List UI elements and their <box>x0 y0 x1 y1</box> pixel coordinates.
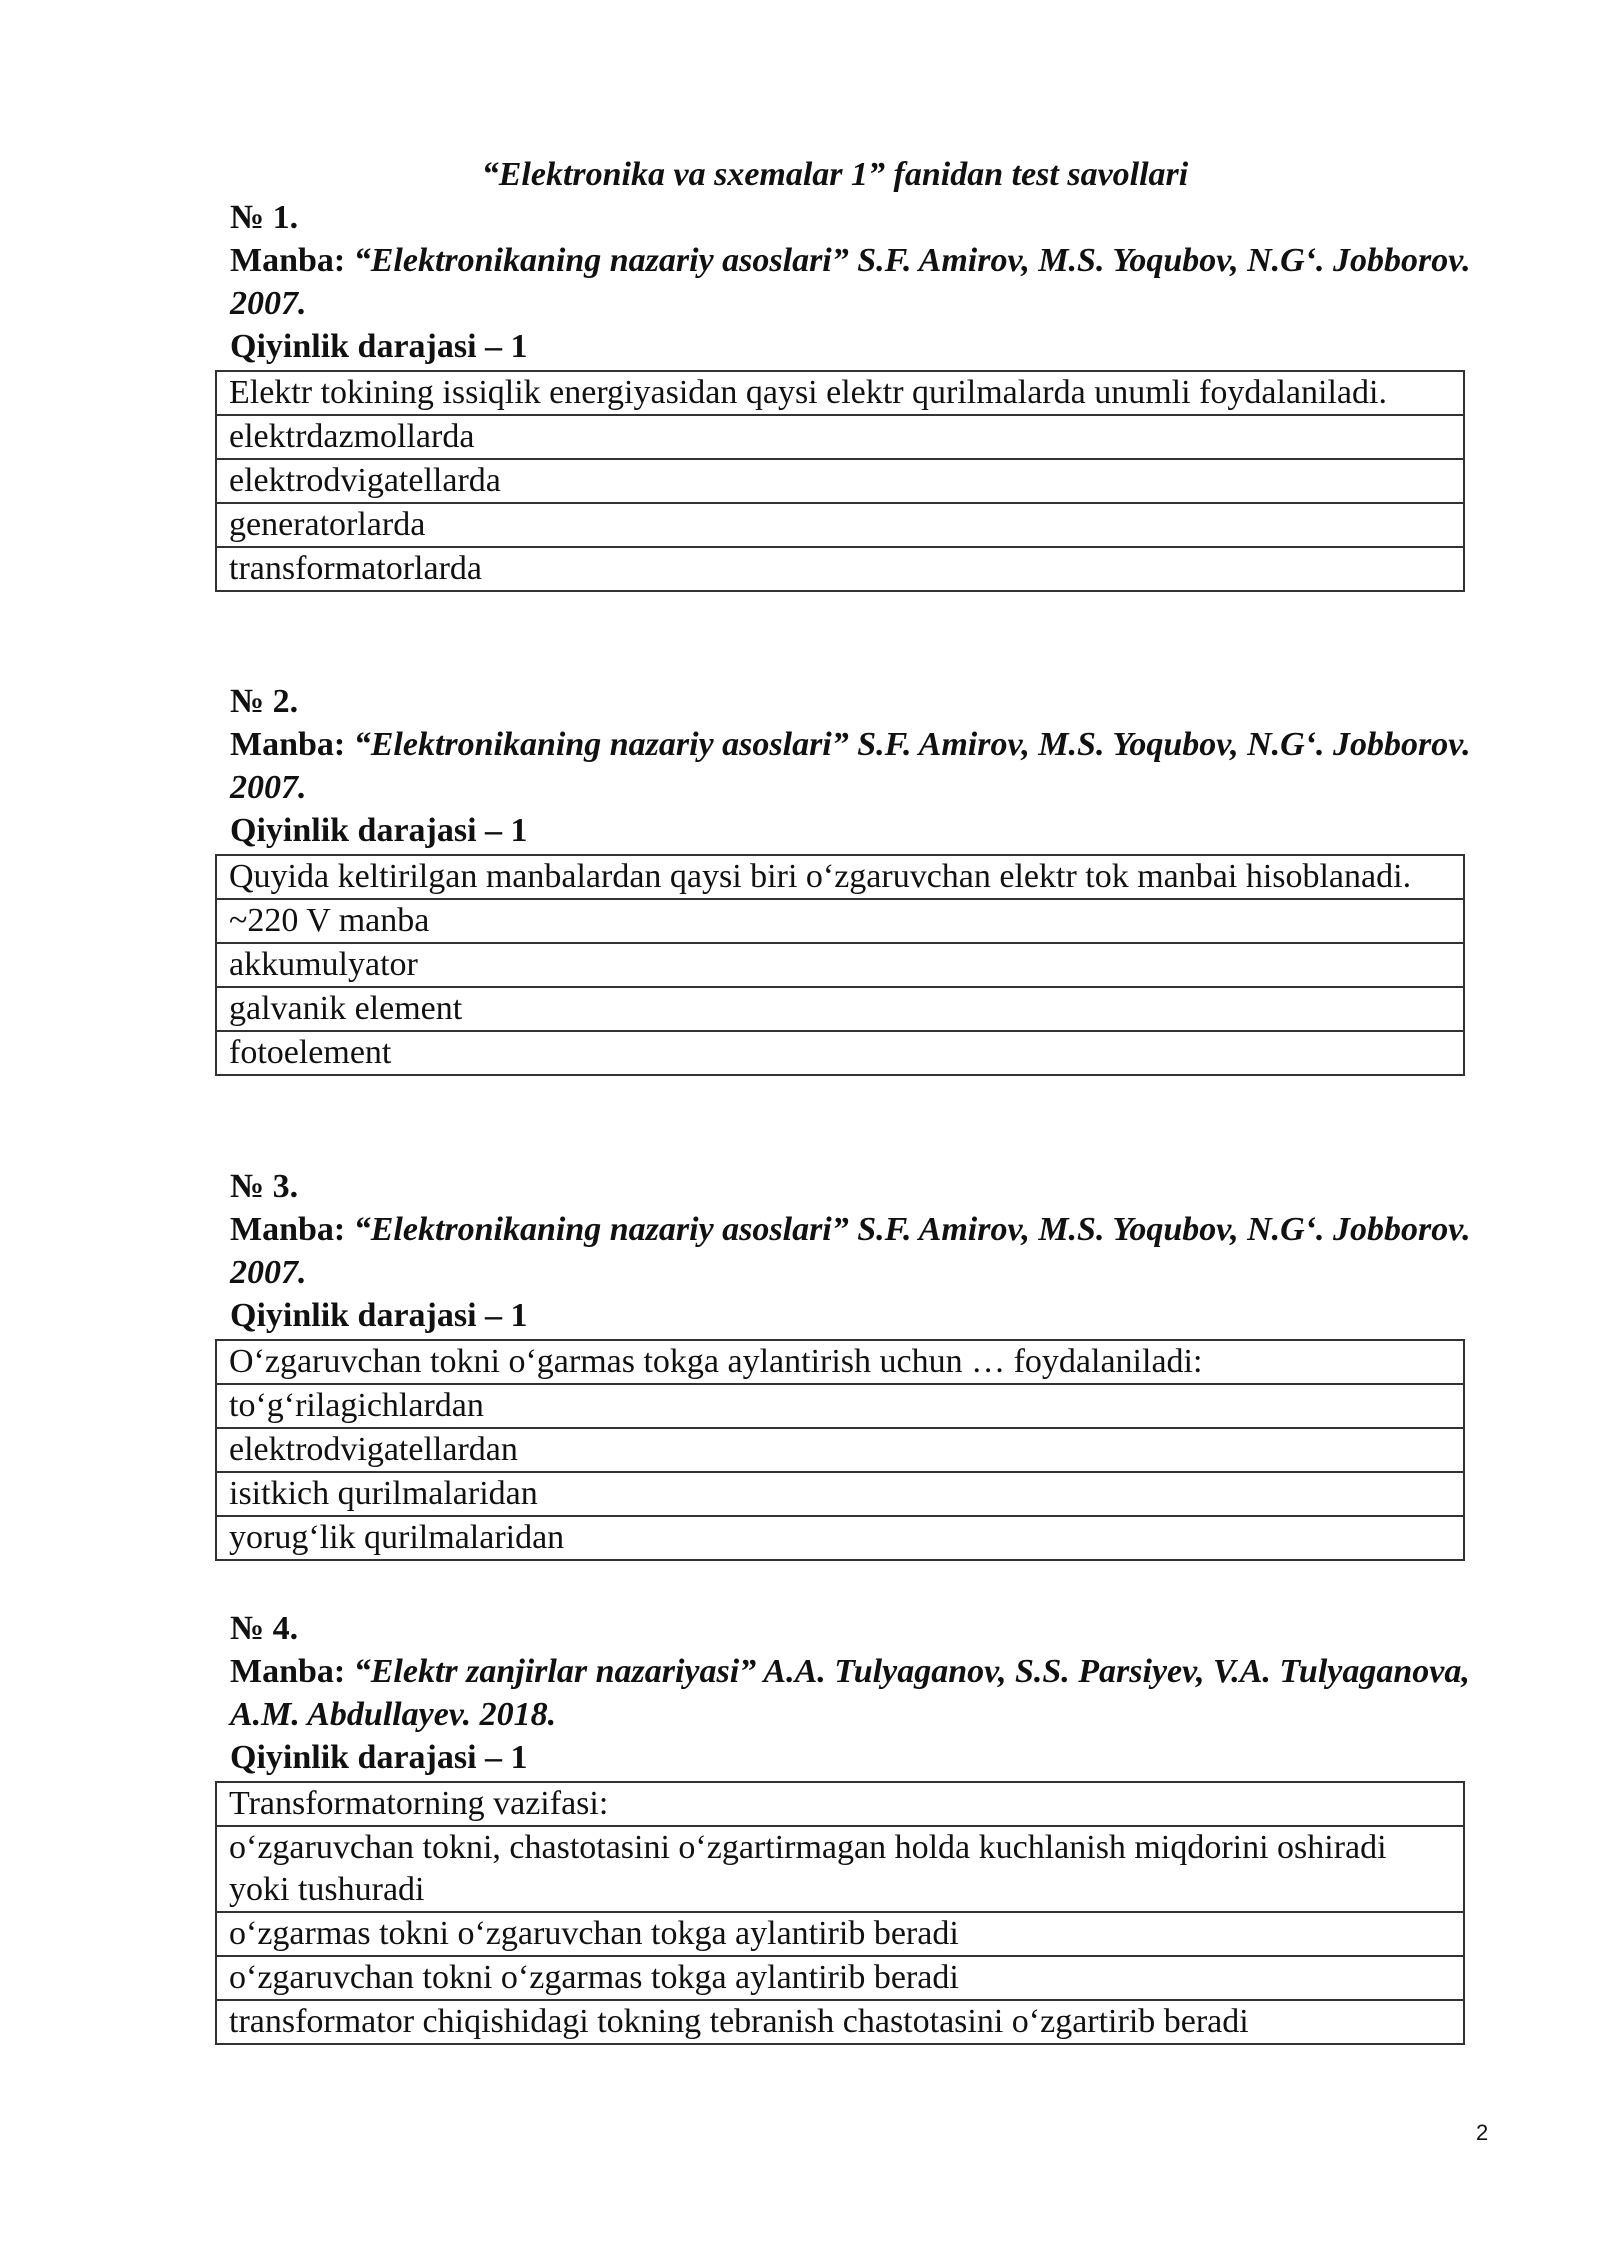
source-text: “Elektr zanjirlar nazariyasi” A.A. Tulyaganov, S.S. Parsiyev, V.A. Tulyaganova, A.M. Abdullayev. 2018. <box>230 1653 1470 1733</box>
question-text: O‘zgaruvchan tokni o‘garmas tokga aylantirish uchun … foydalaniladi: <box>216 1340 1464 1384</box>
question-source <box>230 1208 1480 1294</box>
question-number: № 1. <box>230 199 299 236</box>
question-number: № 2. <box>230 683 299 720</box>
source-label: Manba: <box>230 242 346 279</box>
answer-option: elektrodvigatellarda <box>216 459 1464 503</box>
question-block-3 <box>230 1165 1480 1561</box>
source-label: Manba: <box>230 1653 346 1690</box>
answer-option: to‘g‘rilagichlardan <box>216 1384 1464 1428</box>
answer-option: elektrodvigatellardan <box>216 1428 1464 1472</box>
page-number: 2 <box>1476 2120 1489 2145</box>
answer-option: ~220 V manba <box>216 899 1464 943</box>
question-block-4 <box>230 1607 1480 2045</box>
answer-option: elektrdazmollarda <box>216 415 1464 459</box>
question-table <box>215 370 1465 592</box>
question-table <box>215 1781 1465 2045</box>
answer-option: generatorlarda <box>216 503 1464 547</box>
question-source <box>230 239 1480 325</box>
question-table <box>215 854 1465 1076</box>
answer-option: fotoelement <box>216 1031 1464 1075</box>
answer-option: transformatorlarda <box>216 547 1464 591</box>
source-text: “Elektronikaning nazariy asoslari” S.F. Amirov, M.S. Yoqubov, N.G‘. Jobborov. 2007. <box>230 726 1471 806</box>
answer-option: o‘zgaruvchan tokni, chastotasini o‘zgartirmagan holda kuchlanish miqdorini oshiradi yoki tushuradi <box>216 1826 1464 1912</box>
source-text: “Elektronikaning nazariy asoslari” S.F. Amirov, M.S. Yoqubov, N.G‘. Jobborov. 2007. <box>230 1211 1471 1291</box>
source-label: Manba: <box>230 726 346 763</box>
question-text: Transformatorning vazifasi: <box>216 1782 1464 1826</box>
question-block-2 <box>230 680 1480 1076</box>
question-number: № 4. <box>230 1610 299 1647</box>
question-text: Elektr tokining issiqlik energiyasidan qaysi elektr qurilmalarda unumli foydalaniladi. <box>216 371 1464 415</box>
question-block-1 <box>230 196 1480 592</box>
source-text: “Elektronikaning nazariy asoslari” S.F. Amirov, M.S. Yoqubov, N.G‘. Jobborov. 2007. <box>230 242 1471 322</box>
question-source <box>230 1650 1480 1736</box>
question-number: № 3. <box>230 1168 299 1205</box>
answer-option: transformator chiqishidagi tokning tebranish chastotasini o‘zgartirib beradi <box>216 2000 1464 2044</box>
difficulty-level: Qiyinlik darajasi – 1 <box>230 812 528 849</box>
difficulty-level: Qiyinlik darajasi – 1 <box>230 1297 528 1334</box>
question-source <box>230 723 1480 809</box>
difficulty-level: Qiyinlik darajasi – 1 <box>230 1739 528 1776</box>
answer-option: akkumulyator <box>216 943 1464 987</box>
answer-option: yorug‘lik qurilmalaridan <box>216 1516 1464 1560</box>
question-text: Quyida keltirilgan manbalardan qaysi biri o‘zgaruvchan elektr tok manbai hisoblanadi. <box>216 855 1464 899</box>
answer-option: o‘zgarmas tokni o‘zgaruvchan tokga aylantirib beradi <box>216 1912 1464 1956</box>
answer-option: isitkich qurilmalaridan <box>216 1472 1464 1516</box>
source-label: Manba: <box>230 1211 346 1248</box>
question-table <box>215 1339 1465 1561</box>
answer-option: galvanik element <box>216 987 1464 1031</box>
document-title: “Elektronika va sxemalar 1” fanidan test savollari <box>481 156 1189 193</box>
answer-option: o‘zgaruvchan tokni o‘zgarmas tokga aylantirib beradi <box>216 1956 1464 2000</box>
difficulty-level: Qiyinlik darajasi – 1 <box>230 328 528 365</box>
